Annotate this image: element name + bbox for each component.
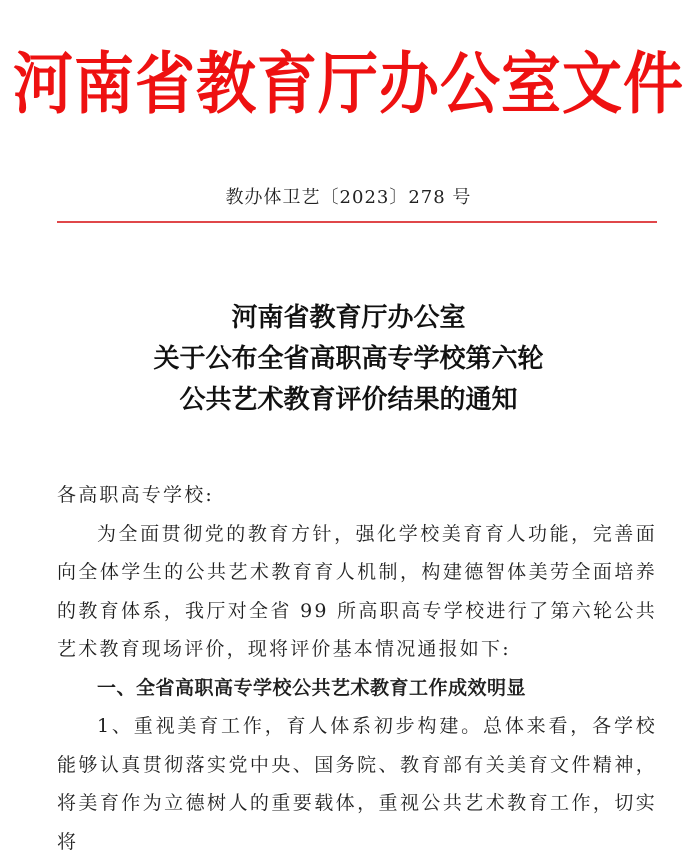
intro-paragraph: 为全面贯彻党的教育方针，强化学校美育育人功能，完善面向全体学生的公共艺术教育育人机制，构建德智体美劳全面培养的教育体系，我厅对全省 99 所高职高专学校进行了第六轮公共艺术教育现场评价，现将评价基本情况通报如下: xyxy=(57,522,657,660)
section-1-paragraph: 1、重视美育工作，育人体系初步构建。总体来看，各学校能够认真贯彻落实党中央、国务院、教育部有关美育文件精神，将美育作为立德树人的重要载体，重视公共艺术教育工作，切实将 xyxy=(57,715,657,853)
salutation: 各高职高专学校: xyxy=(57,484,215,506)
title-line-3: 公共艺术教育评价结果的通知 xyxy=(179,385,518,415)
title-line-2: 关于公布全省高职高专学校第六轮 xyxy=(153,344,544,374)
document-number: 教办体卫艺〔2023〕278 号 xyxy=(225,187,472,208)
masthead-title: 河南省教育厅办公室文件 xyxy=(13,45,684,124)
document-title xyxy=(0,298,697,421)
title-line-1: 河南省教育厅办公室 xyxy=(231,303,466,333)
section-heading-1: 一、全省高职高专学校公共艺术教育工作成效明显 xyxy=(97,676,527,699)
red-separator-rule xyxy=(57,221,657,223)
document-body xyxy=(57,476,657,861)
